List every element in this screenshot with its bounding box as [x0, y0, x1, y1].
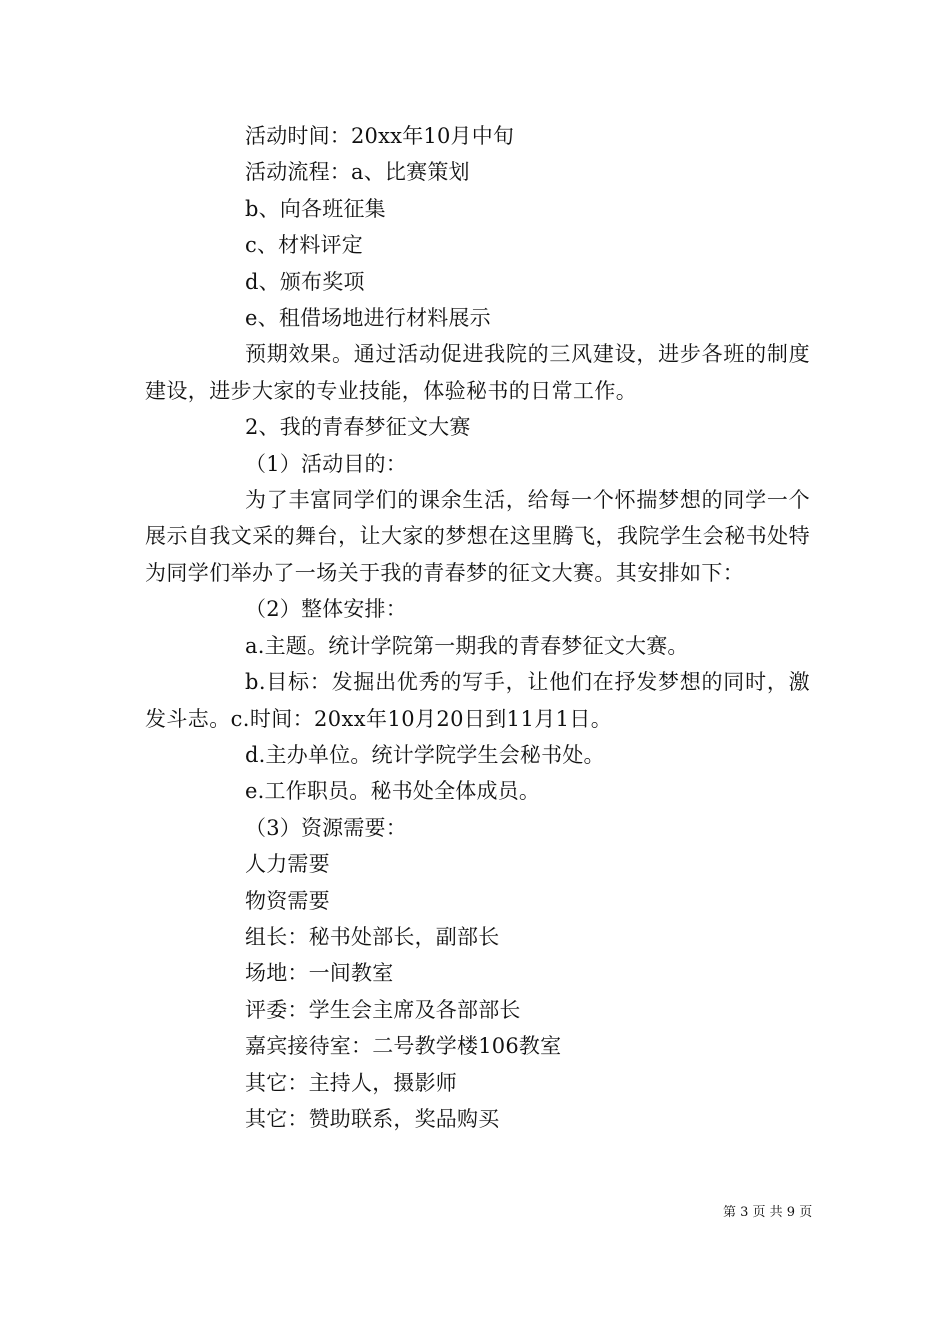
resource-judges: 评委：学生会主席及各部部长: [245, 997, 521, 1022]
section-heading-essay-contest: 2、我的青春梦征文大赛: [245, 415, 471, 440]
resource-reception-room: 嘉宾接待室：二号教学楼106教室: [245, 1034, 562, 1059]
resource-human: 人力需要: [245, 852, 330, 877]
arrangement-theme: a.主题。统计学院第一期我的青春梦征文大赛。: [245, 633, 689, 658]
subheading-resources: （3）资源需要：: [245, 815, 407, 840]
expected-effect-paragraph: 预期效果。通过活动促进我院的三风建设，进步各班的制度建设，进步大家的专业技能，体验秘书的日常工作。: [145, 342, 810, 403]
resource-venue: 场地：一间教室: [245, 961, 394, 986]
subheading-arrangement: （2）整体安排：: [245, 597, 407, 622]
document-body: [145, 118, 810, 1137]
resource-other-host: 其它：主持人，摄影师: [245, 1070, 457, 1095]
page-number: 第 3 页 共 9 页: [723, 1205, 813, 1220]
resource-leader: 组长：秘书处部长，副部长: [245, 924, 500, 949]
process-step-b: b、向各班征集: [245, 196, 386, 221]
arrangement-staff: e.工作职员。秘书处全体成员。: [245, 779, 541, 804]
activity-time: 活动时间：20xx年10月中旬: [245, 124, 515, 148]
activity-process: 活动流程：a、比赛策划: [245, 160, 470, 185]
arrangement-organizer: d.主办单位。统计学院学生会秘书处。: [245, 742, 605, 767]
purpose-paragraph: 为了丰富同学们的课余生活，给每一个怀揣梦想的同学一个展示自我文采的舞台，让大家的梦想在这里腾飞，我院学生会秘书处特为同学们举办了一场关于我的青春梦的征文大赛。其安排如下：: [145, 488, 810, 585]
resource-other-sponsor: 其它：赞助联系，奖品购买: [245, 1106, 500, 1131]
arrangement-goal-time: b.目标：发掘出优秀的写手，让他们在抒发梦想的同时，激发斗志。c.时间：20xx年10月20日到11月1日。: [145, 670, 810, 731]
resource-material: 物资需要: [245, 888, 330, 913]
process-step-c: c、材料评定: [245, 233, 363, 258]
process-step-d: d、颁布奖项: [245, 269, 365, 294]
subheading-purpose: （1）活动目的：: [245, 451, 407, 476]
process-step-e: e、租借场地进行材料展示: [245, 306, 491, 331]
